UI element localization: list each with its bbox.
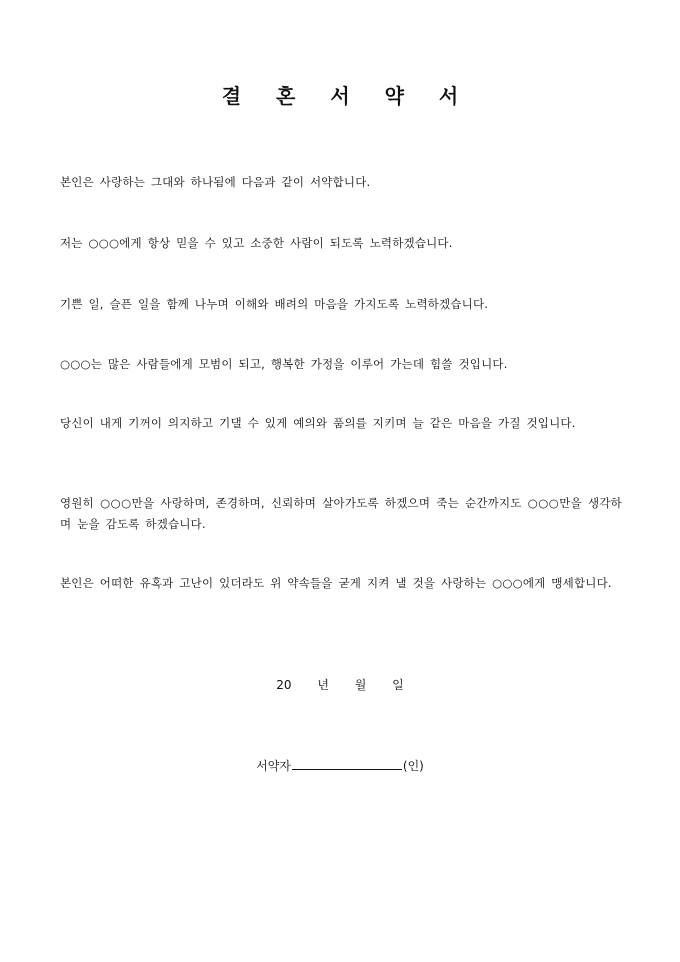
signature-line xyxy=(0,757,680,774)
paragraph-vow-forever: 영원히 ○○○만을 사랑하며, 존경하며, 신뢰하며 살아가도록 하겠으며 죽는 순간까지도 ○○○만을 생각하며 눈을 감도록 하겠습니다. xyxy=(60,496,622,531)
paragraph-intro: 본인은 사랑하는 그대와 하나됨에 다음과 같이 서약합니다. xyxy=(60,175,371,189)
document-title: 결 혼 서 약 서 xyxy=(221,84,473,108)
signer-label: 서약자 xyxy=(256,759,291,773)
paragraph-vow-family: ○○○는 많은 사람들에게 모범이 되고, 행복한 가정을 이루어 가는데 힘쓸 것입니다. xyxy=(60,357,508,371)
signature-blank[interactable] xyxy=(292,757,402,770)
date-line: 20 년 월 일 xyxy=(276,678,404,692)
seal-mark: (인) xyxy=(402,759,424,773)
paragraph-vow-respect: 당신이 내게 기꺼이 의지하고 기댈 수 있게 예의와 품의를 지키며 늘 같은 마음을 가질 것입니다. xyxy=(60,416,576,430)
paragraph-vow-trust: 저는 ○○○에게 항상 믿을 수 있고 소중한 사람이 되도록 노력하겠습니다. xyxy=(60,236,453,250)
paragraph-vow-share: 기쁜 일, 슬픈 일을 함께 나누며 이해와 배려의 마음을 가지도록 노력하겠습니다. xyxy=(60,297,489,311)
paragraph-oath: 본인은 어떠한 유혹과 고난이 있더라도 위 약속들을 굳게 지켜 낼 것을 사랑하는 ○○○에게 맹세합니다. xyxy=(60,576,612,590)
